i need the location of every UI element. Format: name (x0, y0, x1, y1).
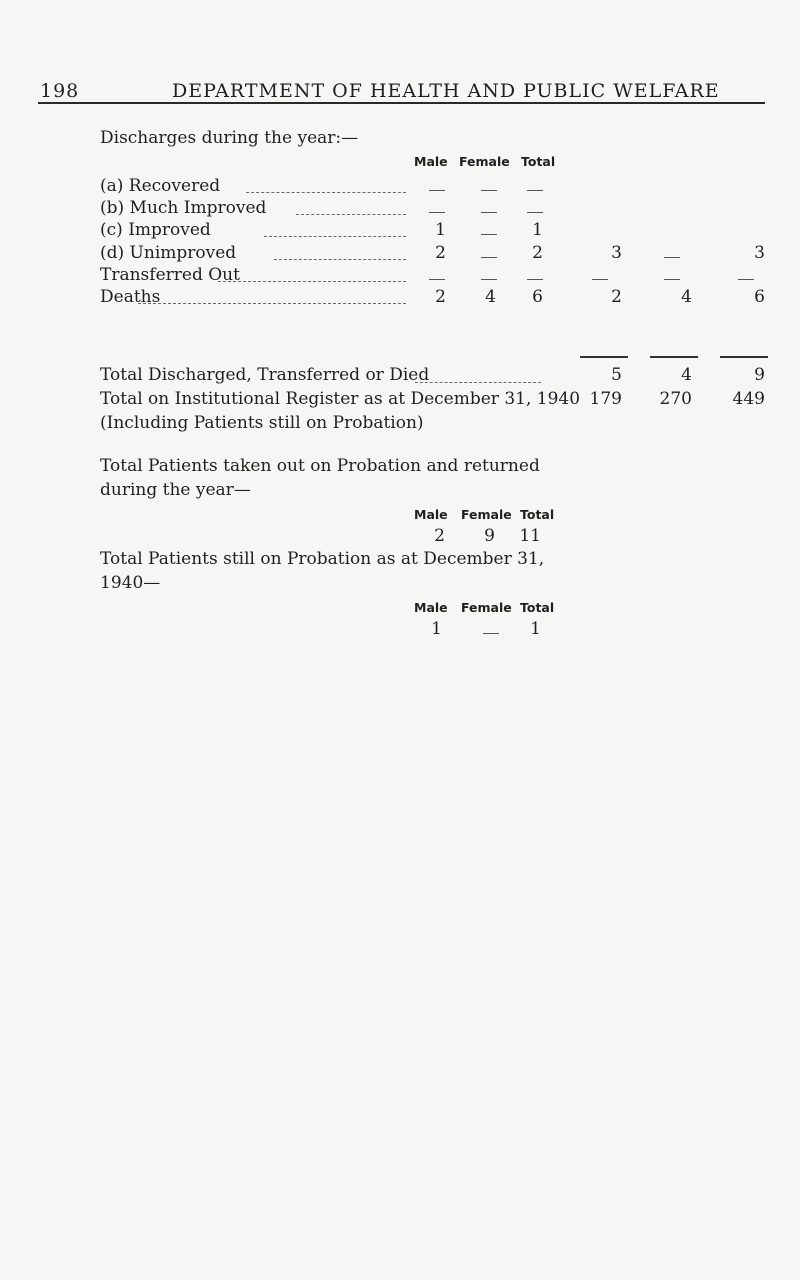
leader-dots (274, 259, 406, 260)
discharge-cell-dash (429, 190, 445, 191)
discharge-cell-total: 2 (532, 242, 543, 263)
probation-taken-line2: during the year— (100, 480, 251, 500)
probation-still-line2: 1940— (100, 573, 161, 593)
total-rule-total (720, 356, 768, 358)
col-header-male: Male (414, 154, 448, 169)
discharge-cell-male: 2 (435, 242, 446, 263)
probation-taken-header-male: Male (414, 507, 448, 522)
discharge-row-label: (c) Improved (100, 220, 211, 241)
total-register-label: Total on Institutional Register as at December 31, 1940 (100, 389, 581, 409)
discharge-cell-dash (738, 279, 754, 280)
leader-dots (218, 281, 406, 282)
total-discharged-label: Total Discharged, Transferred or Died (100, 365, 430, 385)
probation-still-header-female: Female (461, 600, 512, 615)
header-rule (38, 102, 765, 104)
page-title: DEPARTMENT OF HEALTH AND PUBLIC WELFARE (172, 80, 720, 102)
total-rule-male (580, 356, 628, 358)
discharge-row-label: (b) Much Improved (100, 198, 267, 219)
total-register-male: 179 (589, 389, 622, 409)
probation-taken-male: 2 (434, 526, 445, 546)
discharge-cell-m2: 2 (611, 287, 622, 307)
total-register-total: 449 (732, 389, 765, 409)
discharge-cell-dash (592, 279, 608, 280)
probation-taken-line1: Total Patients taken out on Probation and returned (100, 456, 540, 476)
discharge-cell-dash (527, 190, 543, 191)
discharge-cell-male: 2 (435, 287, 446, 307)
probation-taken-total: 11 (519, 526, 541, 546)
leader-dots (296, 214, 406, 215)
discharge-cell-total: 1 (532, 220, 543, 241)
discharge-row-label: (a) Recovered (100, 176, 221, 196)
total-discharged-total: 9 (754, 365, 765, 385)
probation-still-header-male: Male (414, 600, 448, 615)
probation-still-male: 1 (431, 619, 442, 639)
col-header-total: Total (521, 154, 556, 169)
page-number: 198 (40, 80, 80, 102)
leader-dots (415, 382, 541, 383)
discharge-cell-t2: 6 (754, 287, 765, 307)
discharge-cell-dash (429, 279, 445, 280)
discharge-cell-dash (481, 279, 497, 280)
discharge-cell-dash (527, 279, 543, 280)
discharge-cell-dash (527, 212, 543, 213)
total-discharged-female: 4 (681, 365, 692, 385)
discharge-cell-m2: 3 (611, 242, 622, 263)
leader-dots (264, 236, 406, 237)
probation-still-header-total: Total (520, 600, 555, 615)
discharge-cell-dash (481, 190, 497, 191)
discharge-cell-male: 1 (435, 220, 446, 241)
total-register-sub: (Including Patients still on Probation) (100, 413, 424, 433)
discharge-cell-t2: 3 (754, 242, 765, 263)
discharge-row-label: Deaths (100, 287, 161, 307)
probation-taken-female: 9 (484, 526, 495, 546)
discharge-row-label: (d) Unimproved (100, 242, 237, 263)
leader-dots (246, 192, 406, 193)
discharge-cell-female: 4 (485, 287, 496, 307)
probation-taken-header-total: Total (520, 507, 555, 522)
total-rule-female (650, 356, 698, 358)
discharges-intro: Discharges during the year:— (100, 128, 359, 148)
total-register-female: 270 (659, 389, 692, 409)
discharge-row-label: Transferred Out (100, 264, 240, 285)
discharge-cell-dash (481, 212, 497, 213)
col-header-female: Female (459, 154, 510, 169)
leader-dots (138, 303, 406, 304)
probation-still-line1: Total Patients still on Probation as at December 31, (100, 549, 545, 569)
probation-taken-header-female: Female (461, 507, 512, 522)
total-discharged-male: 5 (611, 365, 622, 385)
discharge-cell-f2: 4 (681, 287, 692, 307)
discharge-cell-dash (664, 279, 680, 280)
discharge-cell-dash (664, 257, 680, 258)
discharge-cell-total: 6 (532, 287, 543, 307)
discharge-cell-dash (429, 212, 445, 213)
probation-still-total: 1 (530, 619, 541, 639)
